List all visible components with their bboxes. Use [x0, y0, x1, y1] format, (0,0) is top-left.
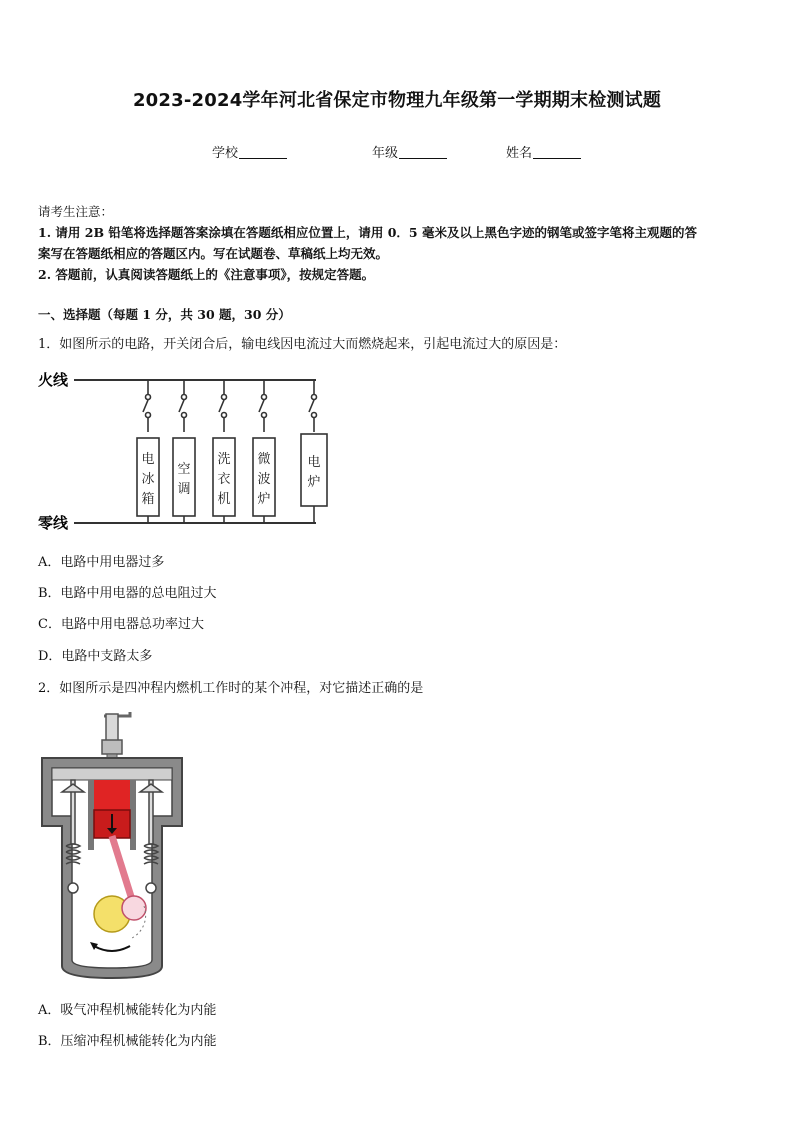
notice-item-1-line-2: 案写在答题纸相应的答题区内。写在试题卷、草稿纸上均无效。: [38, 246, 389, 261]
appliance-box: [173, 438, 195, 516]
notice-item-2: 2. 答题前，认真阅读答题纸上的《注意事项》，按规定答题。: [38, 267, 375, 282]
name-blank[interactable]: [533, 145, 581, 159]
appliance-branch: [137, 380, 159, 523]
notice-heading: 请考生注意：: [38, 204, 114, 219]
school-field[interactable]: [212, 142, 287, 161]
appliance-branch: [301, 380, 327, 523]
appliance-branch: [173, 380, 195, 523]
question-2-stem: 2．如图所示是四冲程内燃机工作时的某个冲程，对它描述正确的是: [38, 681, 424, 696]
combustion-gas: [94, 780, 130, 810]
q2-option-a[interactable]: A．吸气冲程机械能转化为内能: [38, 1003, 217, 1018]
neutral-wire-label: 零线: [38, 514, 69, 532]
q2-option-b[interactable]: B．压缩冲程机械能转化为内能: [38, 1034, 217, 1049]
intake-exhaust-channel: [52, 768, 172, 780]
circuit-diagram: [36, 364, 336, 534]
q1-option-a[interactable]: A．电路中用电器过多: [38, 555, 165, 570]
spark-plug: [102, 712, 130, 762]
appliance-box: [301, 434, 327, 506]
switch: [143, 400, 148, 412]
appliance-branch: [253, 380, 275, 523]
page-title: 2023-2024学年河北省保定市物理九年级第一学期期末检测试题: [132, 90, 662, 111]
notice-item-1-line-1: 1. 请用 2B 铅笔将选择题答案涂填在答题纸相应位置上，请用 0．5 毫米及以上黑色字迹的钢笔或签字笔将主观题的答: [38, 225, 697, 240]
appliance-label-char: 炉: [257, 492, 271, 507]
appliance-label-char: 空: [177, 462, 191, 477]
cylinder-wall-left: [88, 780, 94, 850]
engine-diagram: [34, 706, 204, 982]
school-blank[interactable]: [239, 145, 287, 159]
crank-pin: [122, 896, 146, 920]
section-heading: 一、选择题（每题 1 分，共 30 题，30 分）: [38, 307, 291, 322]
name-field[interactable]: [506, 142, 581, 161]
switch: [309, 400, 314, 412]
appliance-label-char: 微: [257, 452, 271, 467]
school-label: 学校: [212, 146, 239, 161]
appliance-label-char: 机: [217, 492, 231, 507]
grade-field[interactable]: [372, 142, 447, 161]
q1-option-d[interactable]: D．电路中支路太多: [38, 649, 153, 664]
appliance-label-char: 箱: [141, 492, 155, 507]
appliance-label-char: 电: [141, 452, 155, 467]
appliance-label-char: 调: [177, 482, 191, 497]
q1-option-b[interactable]: B．电路中用电器的总电阻过大: [38, 586, 217, 601]
grade-blank[interactable]: [399, 145, 447, 159]
name-label: 姓名: [506, 146, 533, 161]
switch: [179, 400, 184, 412]
appliance-branch: [213, 380, 235, 523]
switch: [259, 400, 264, 412]
appliance-label-char: 炉: [307, 475, 321, 490]
appliance-label-char: 波: [257, 472, 271, 487]
appliance-branches: [137, 380, 327, 523]
appliance-label-char: 冰: [141, 472, 155, 487]
q1-option-c[interactable]: C．电路中用电器总功率过大: [38, 617, 204, 632]
question-1-stem: 1．如图所示的电路，开关闭合后，输电线因电流过大而燃烧起来，引起电流过大的原因是：: [38, 337, 567, 352]
notice-block: [38, 201, 762, 285]
appliance-label-char: 洗: [217, 452, 231, 467]
appliance-label-char: 衣: [217, 472, 231, 487]
grade-label: 年级: [372, 146, 399, 161]
cylinder-wall-right: [130, 780, 136, 850]
switch: [219, 400, 224, 412]
appliance-label-char: 电: [307, 455, 321, 470]
live-wire-label: 火线: [38, 371, 69, 389]
